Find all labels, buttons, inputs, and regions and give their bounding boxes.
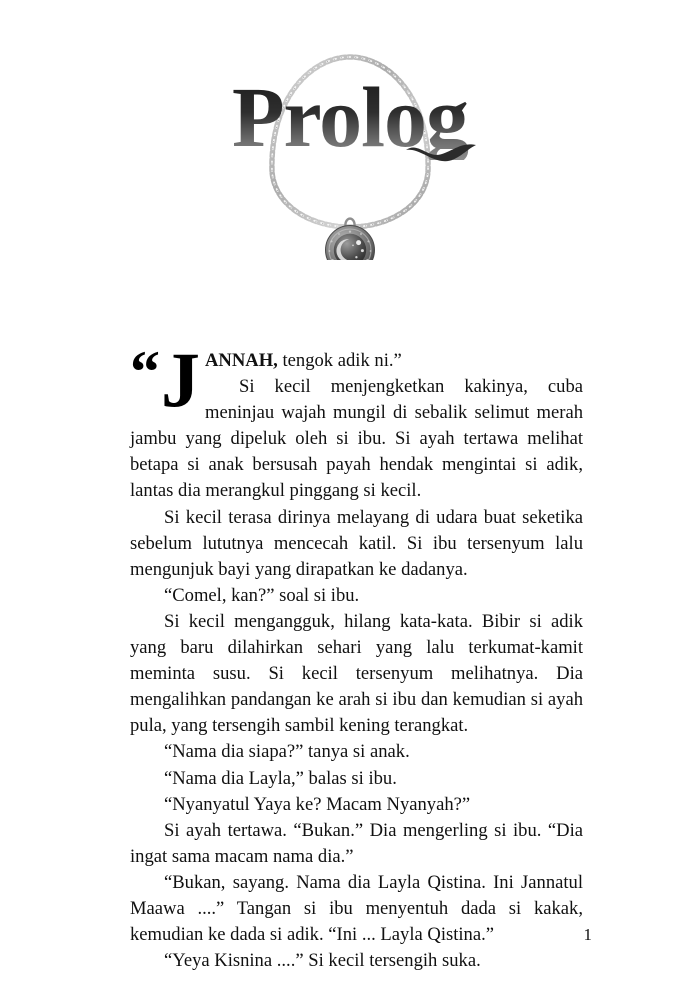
- drop-cap: J: [161, 336, 200, 423]
- paragraph: “Comel, kan?” soal si ibu.: [164, 584, 360, 606]
- paragraph: “Yeya Kisnina ....” Si kecil tersengih suka.: [164, 950, 481, 972]
- paragraph: “Nama dia siapa?” tanya si anak.: [164, 741, 410, 763]
- paragraph-opening: [130, 336, 583, 423]
- paragraph: Si kecil terasa dirinya melayang di udara buat seketika sebelum lututnya mencecah katil. Si ibu tersenyum lalu mengunjuk bayi yang dirapatkan ke dadanya.: [130, 506, 583, 580]
- page-number: 1: [583, 925, 592, 944]
- paragraph-text: tengok adik ni.”: [277, 350, 402, 371]
- paragraph: Si kecil mengangguk, hilang kata-kata. Bibir si adik yang baru dilahirkan sehari yang lalu terkumat-kamit meminta susu. Si kecil tersenyum melihatnya. Dia mengalihkan pandangan ke arah si ibu dan kemudian si ayah pula, yang tersengih sambil kening terangkat.: [130, 610, 583, 737]
- body-text: [130, 336, 583, 974]
- chapter-header: [0, 0, 700, 300]
- title-swash-flourish: [404, 139, 478, 169]
- paragraph: “Nama dia Layla,” balas si ibu.: [164, 767, 397, 789]
- paragraph: Si ayah tertawa. “Bukan.” Dia mengerling si ibu. “Dia ingat sama macam nama dia.”: [130, 819, 583, 867]
- page-title: Prolog: [0, 74, 700, 160]
- paragraph: “Nyanyatul Yaya ke? Macam Nyanyah?”: [164, 793, 471, 815]
- lead-caps: ANNAH,: [205, 350, 278, 371]
- open-quote-mark: “: [130, 339, 160, 405]
- paragraph: Si kecil menjengketkan kakinya, cuba meninjau wajah mungil di sebalik selimut merah jambu yang dipeluk oleh si ibu. Si ayah tertawa melihat betapa si anak bersusah payah hendak mengintai si adik, lantas dia merangkul pinggang si kecil.: [130, 376, 583, 502]
- paragraph: “Bukan, sayang. Nama dia Layla Qistina. Ini Jannatul Maawa ....” Tangan si ibu menyentuh dada si kakak, kemudian ke dada si adik. “Ini ... Layla Qistina.”: [130, 871, 583, 946]
